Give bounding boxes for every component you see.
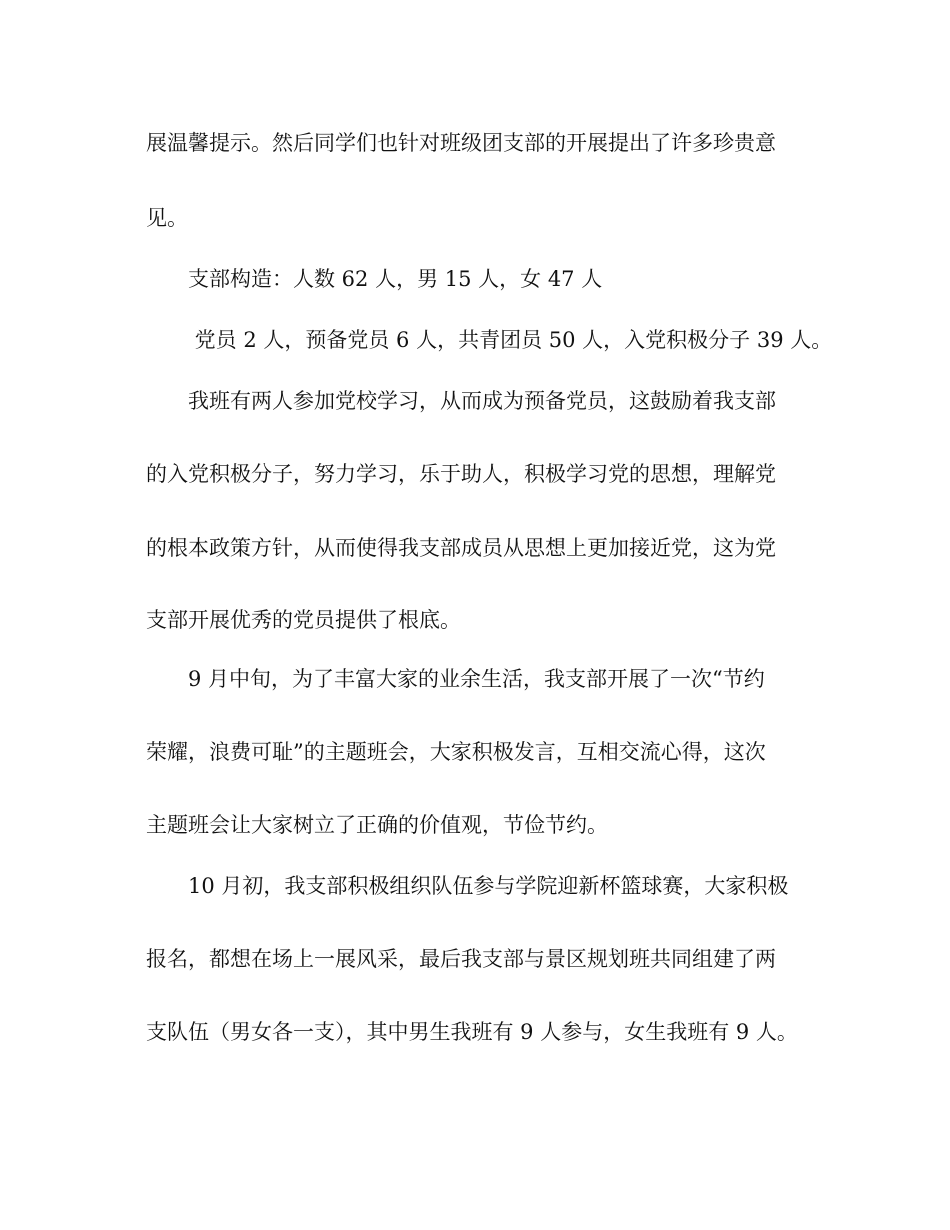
text-line: 的根本政策方针，从而使得我支部成员从思想上更加接近党，这为党 — [146, 536, 776, 560]
text-line: 展温馨提示。然后同学们也针对班级团支部的开展提出了许多珍贵意 — [146, 131, 776, 155]
text-line: 9 月中旬，为了丰富大家的业余生活，我支部开展了一次“节约 — [146, 667, 765, 691]
text-line: 支部开展优秀的党员提供了根底。 — [146, 608, 461, 632]
text-line: 主题班会让大家树立了正确的价值观，节俭节约。 — [146, 813, 608, 837]
text-line: 支队伍（男女各一支），其中男生我班有 9 人参与，女生我班有 9 人。 — [146, 1020, 798, 1044]
text-line: 支部构造：人数 62 人，男 15 人，女 47 人 — [146, 267, 603, 291]
text-line: 报名，都想在场上一展风采，最后我支部与景区规划班共同组建了两 — [146, 947, 776, 971]
text-line: 党员 2 人，预备党员 6 人，共青团员 50 人，入党积极分子 39 人。 — [146, 328, 833, 352]
text-line: 我班有两人参加党校学习，从而成为预备党员，这鼓励着我支部 — [146, 389, 776, 413]
text-line: 荣耀，浪费可耻”的主题班会，大家积极发言，互相交流心得，这次 — [146, 740, 766, 764]
text-line: 10 月初，我支部积极组织队伍参与学院迎新杯篮球赛，大家积极 — [146, 874, 789, 898]
text-line: 见。 — [146, 206, 188, 230]
text-line: 的入党积极分子，努力学习，乐于助人，积极学习党的思想，理解党 — [146, 462, 776, 486]
